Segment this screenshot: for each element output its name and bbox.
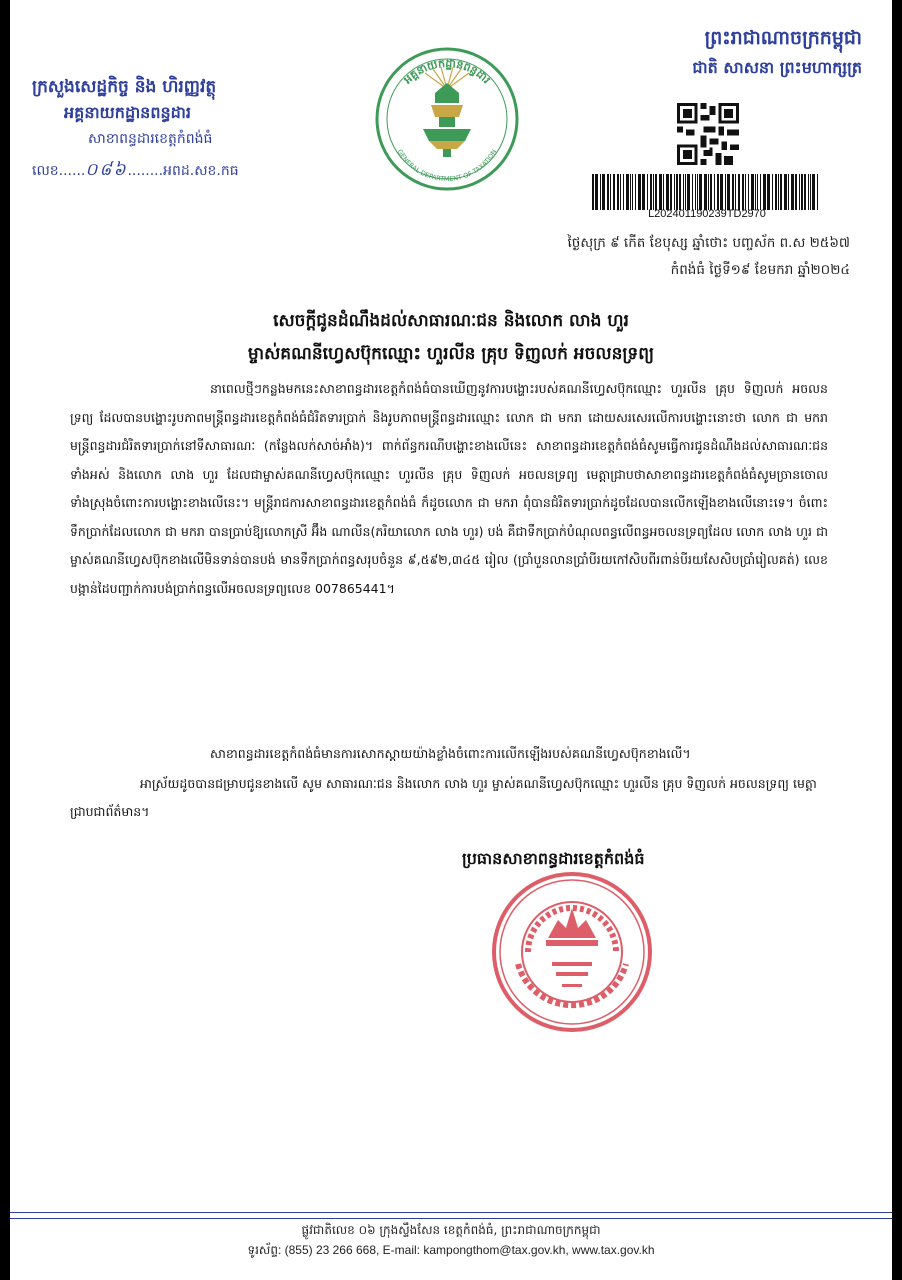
barcode-bar [670, 174, 672, 210]
barcode-bar [623, 174, 624, 210]
footer-contact: ទូរស័ព្ទ: (855) 23 266 668, E-mail: kampongthom@tax.gov.kh, www.tax.gov.kh [247, 1243, 655, 1257]
barcode-bar [617, 174, 619, 210]
lunar-date: ថ្ងៃសុក្រ ៩ កើត ខែបុស្ស ឆ្នាំថោះ បញ្ចស័ក ព.ស ២៥៦៧ [567, 235, 850, 251]
barcode-bar [755, 174, 756, 210]
ref-prefix: លេខ...... [32, 163, 86, 179]
barcode-bar [751, 174, 754, 210]
barcode-bar [647, 174, 648, 210]
ref-suffix: ........អពដ.សខ.កធ [127, 163, 239, 179]
ministry-name: ក្រសួងសេដ្ឋកិច្ច និង ហិរញ្ញវត្ថុ [32, 77, 217, 97]
barcode-bar [602, 174, 605, 210]
barcode-bar [635, 174, 636, 210]
barcode-bar [732, 174, 734, 210]
barcode-bar [780, 174, 782, 210]
official-stamp-icon [488, 868, 656, 1036]
barcode-bar [801, 174, 803, 210]
barcode-bar [791, 174, 794, 210]
barcode-bar [788, 174, 789, 210]
barcode-bar [708, 174, 709, 210]
barcode-bar [638, 174, 641, 210]
barcode-bar [600, 174, 601, 210]
barcode-bar [760, 174, 761, 210]
barcode-bar [683, 174, 684, 210]
logo-text-top: អគ្គនាយកដ្ឋានពន្ធដារ [401, 56, 494, 87]
barcode-bar [714, 174, 715, 210]
barcode-bar [812, 174, 815, 210]
barcode-bar [757, 174, 758, 210]
barcode-bar [692, 174, 693, 210]
tax-department-logo-icon [373, 45, 521, 193]
logo-text-bottom: GENERAL DEPARTMENT OF TAXATION [395, 148, 499, 184]
barcode-bar [745, 174, 746, 210]
barcode-bar [738, 174, 740, 210]
branch-name: សាខាពន្ធដារខេត្តកំពង់ធំ [88, 131, 213, 147]
barcode-bar [679, 174, 681, 210]
barcode-bar [653, 174, 654, 210]
barcode-bar [772, 174, 773, 210]
footer-address: ផ្លូវជាតិលេខ ០៦ ក្រុងស្ទឹងសែន ខេត្តកំពង់ធំ, ព្រះរាជាណាចក្រកម្ពុជា [301, 1223, 601, 1237]
barcode-bar [763, 174, 766, 210]
barcode-bar [742, 174, 744, 210]
barcode-bar [610, 174, 611, 210]
barcode-bar [810, 174, 811, 210]
qr-code-icon [677, 103, 739, 165]
barcode-bar [620, 174, 621, 210]
barcode-bar [808, 174, 809, 210]
barcode-bar [720, 174, 723, 210]
notice-title-line1: សេចក្តីជូនដំណឹងដល់សាធារណៈជន និងលោក លាង ហួរ [273, 311, 629, 331]
barcode-text: L202401190239TD2970 [648, 208, 766, 220]
body-paragraph-2: សាខាពន្ធដារខេត្តកំពង់ធំមានការសោកស្តាយយ៉ាងខ្លាំងចំពោះការលើកឡើងរបស់គណនីហ្វេសប៊ុកខាងលើ។ [210, 746, 691, 761]
solar-date: កំពង់ធំ ថ្ងៃទី១៩ ខែមករា ឆ្នាំ២០២៤ [670, 262, 850, 278]
barcode-bar [613, 174, 615, 210]
footer [10, 1220, 892, 1260]
barcode-bar [735, 174, 736, 210]
notice-title-line2: ម្ចាស់គណនីហ្វេសប៊ុកឈ្មោះ ហួរលីន គ្រុប ទិញលក់ អចលនទ្រព្យ [247, 344, 655, 364]
kingdom-header [692, 22, 862, 82]
body-paragraph-1: នាពេលថ្មីៗកន្លងមកនេះសាខាពន្ធដារខេត្តកំពង់ធំបានឃើញនូវការបង្ហោះរបស់គណនីហ្វេសប៊ុកឈ្មោះ ហួរលីន គ្រុប ទិញលក់ អចលនទ្រព្យ ដែលបានបង្ហោះរូបភាពមន្ត្រីពន្ធដារខេត្តកំពង់ធំជំរិតទារប្រាក់ និងរូបភាពមន្ត្រីពន្ធដារឈ្មោះ លោក ជា មករា ដោយសរសេរលើការបង្ហោះនោះថា លោក ជា មករា មន្ត្រីពន្ធដារជំរិតទារប្រាក់នៅទីសាធារណៈ (កន្លែងលក់សាច់អាំង)។ ពាក់ព័ន្ធករណីបង្ហោះខាងលើនេះ សាខាពន្ធដារខេត្តកំពង់ធំសូមធ្វើការជូនដំណឹងដល់សាធារណៈជនទាំងអស់ និងលោក លាង ហួរ ដែលជាម្ចាស់គណនីហ្វេសប៊ុកឈ្មោះ ហួរលីន គ្រុប ទិញលក់ អចលនទ្រព្យ មេត្តាជ្រាបថាសាខាពន្ធដារខេត្តកំពង់ធំសូមច្រានចោលទាំងស្រុងចំពោះការបង្ហោះខាងលើនេះ។ មន្ត្រីរាជការសាខាពន្ធដារខេត្តកំពង់ធំ ក៏ដូចលោក ជា មករា ពុំបានជំរិតទារប្រាក់ដូចដែលបានលើកឡើងខាងលើនោះទេ។ ចំពោះទឹកប្រាក់ដែលលោក ជា មករា បានប្រាប់ឱ្យលោកស្រី អ៊ឹង ណាលីន(ភរិយាលោក លាង ហួរ) បង់ គឺជាទឹកប្រាក់បំណុលពន្ធលើពន្ធអចលនទ្រព្យដែល លោក លាង ហួរ ជាម្ចាស់គណនីហ្វេសប៊ុកខាងលើមិនទាន់បានបង់ មានទឹកប្រាក់ពន្ធសរុបចំនួន ៩,៥៩២,៣៤៥ រៀល (ប្រាំបួនលានប្រាំបីរយកៅសិបពីរពាន់បីរយសែសិបប្រាំរៀលគត់) លេខបង្កាន់ដៃបញ្ជាក់ការបង់ប្រាក់ពន្ធលើអចលនទ្រព្យលេខ 007865441។ [70, 381, 828, 596]
letter-page [10, 0, 892, 1280]
reference-number [32, 156, 332, 185]
barcode-bar [687, 174, 690, 210]
ref-number: ០៨៦ [85, 160, 128, 180]
barcode-bar [607, 174, 609, 210]
barcode-bar [717, 174, 719, 210]
barcode-bar [650, 174, 652, 210]
barcode-bar [632, 174, 633, 210]
kingdom-name: ព្រះរាជាណាចក្រកម្ពុជា [704, 27, 862, 49]
barcode-bar [699, 174, 702, 210]
barcode-bar [695, 174, 696, 210]
barcode-bar [775, 174, 777, 210]
barcode-bar [595, 174, 598, 210]
body-paragraph-3: អាស្រ័យដូចបានជម្រាបជូនខាងលើ សូម សាធារណៈជន និងលោក លាង ហួរ ម្ចាស់គណនីហ្វេសប៊ុកឈ្មោះ ហួរលីន គ្រុប ទិញលក់ អចលនទ្រព្យ មេត្តាជ្រាបជាព័ត៌មាន។ [70, 776, 817, 819]
signatory-title: ប្រធានសាខាពន្ធដារខេត្តកំពង់ធំ [462, 849, 645, 868]
barcode-bar [592, 174, 594, 210]
barcode-bar [778, 174, 779, 210]
barcode-bar [817, 174, 818, 210]
barcode-bar [804, 174, 806, 210]
barcode-bar [725, 174, 726, 210]
national-motto: ជាតិ សាសនា ព្រះមហាក្សត្រ [692, 58, 862, 77]
barcode-bar [710, 174, 712, 210]
barcode-bar [748, 174, 749, 210]
barcode-bar [674, 174, 675, 210]
barcode-bar [642, 174, 645, 210]
barcode-icon [592, 174, 822, 210]
barcode-bar [676, 174, 678, 210]
barcode-bar [630, 174, 631, 210]
barcode-bar [655, 174, 657, 210]
department-name: អគ្គនាយកដ្ឋានពន្ធដារ [64, 103, 191, 122]
barcode-bar [697, 174, 698, 210]
barcode-bar [799, 174, 800, 210]
barcode-bar [727, 174, 730, 210]
ministry-header [32, 74, 332, 185]
barcode-bar [626, 174, 629, 210]
footer-divider [10, 1212, 892, 1219]
barcode-bar [784, 174, 787, 210]
barcode-bar [659, 174, 662, 210]
barcode-bar [795, 174, 797, 210]
barcode-bar [767, 174, 770, 210]
barcode-bar [685, 174, 686, 210]
svg-text:អគ្គនាយកដ្ឋានពន្ធដារ [400, 57, 493, 87]
barcode-bar [704, 174, 707, 210]
barcode-bar [663, 174, 664, 210]
document-dates [567, 230, 850, 284]
barcode-bar [666, 174, 669, 210]
